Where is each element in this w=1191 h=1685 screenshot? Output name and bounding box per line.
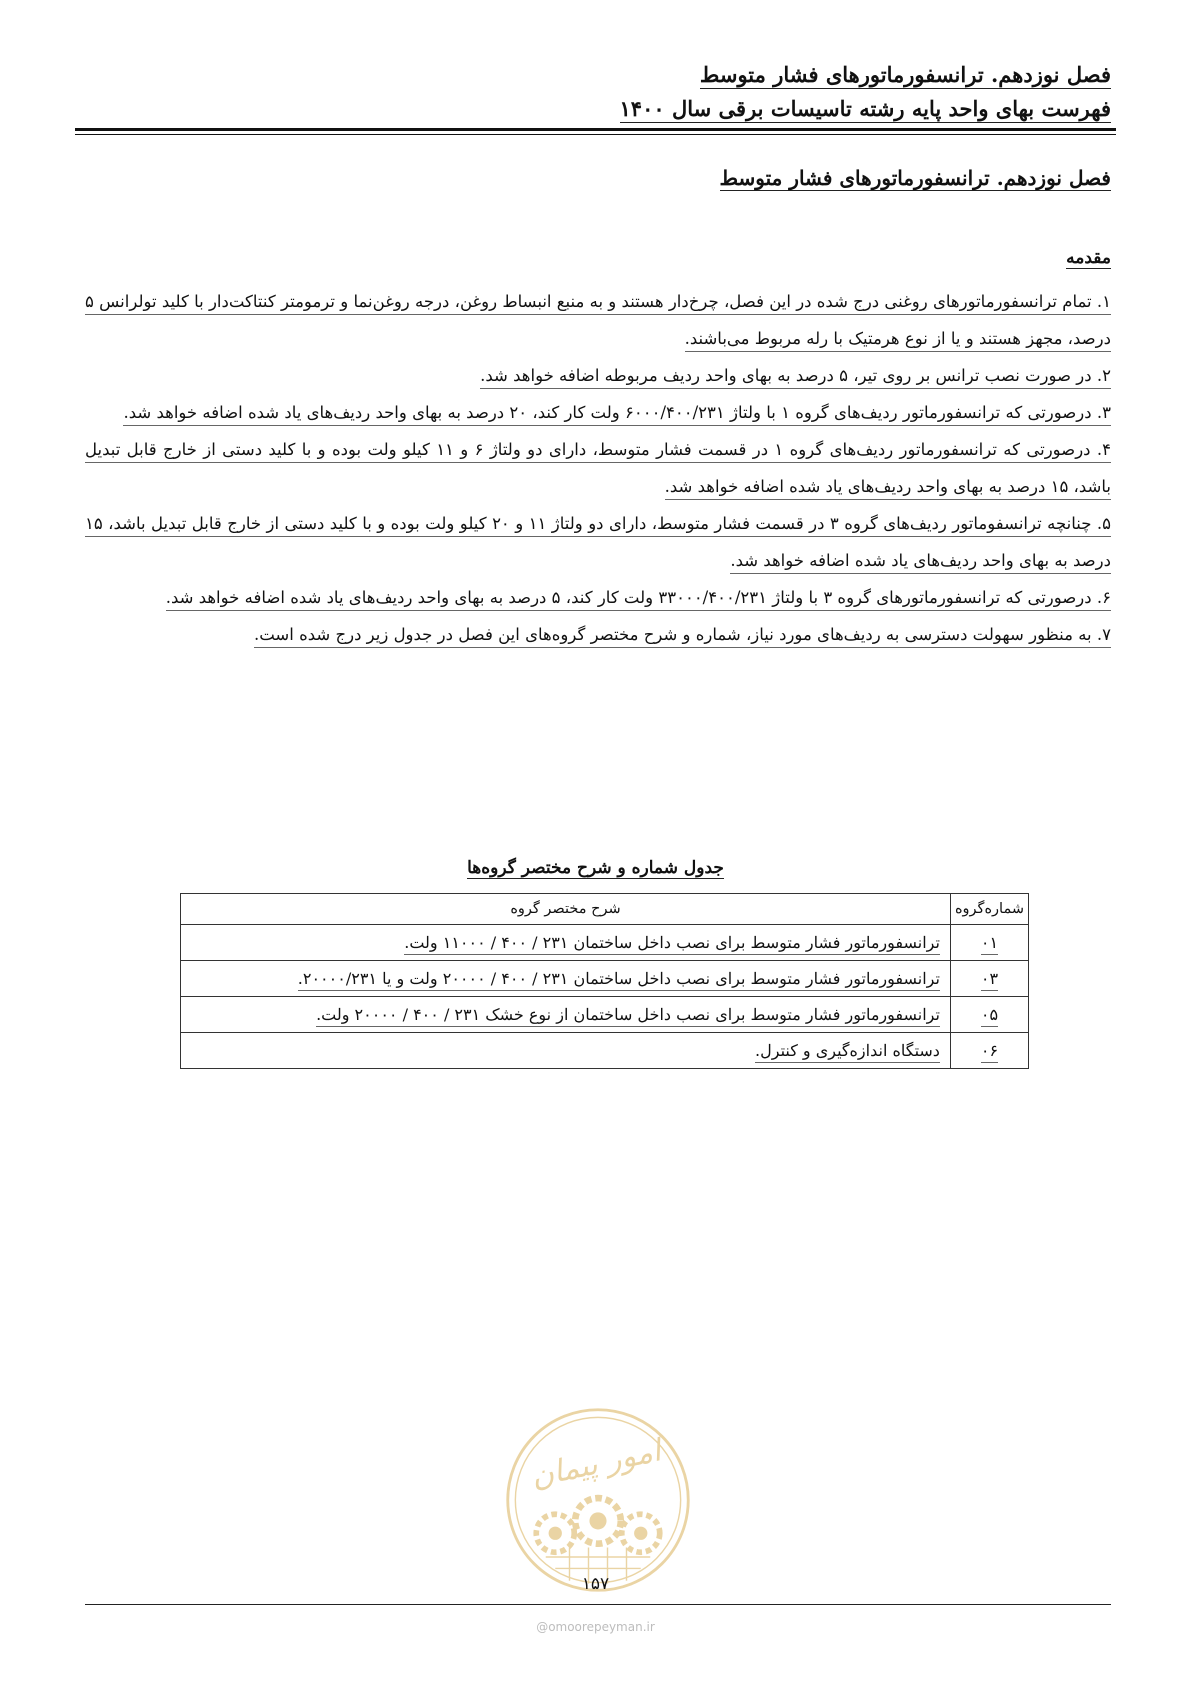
intro-paragraph-text: ۷. به منظور سهولت دسترسی به ردیف‌های مورد نیاز، شماره و شرح مختصر گروه‌های این فصل در جدول زیر درج شده است. [254,625,1111,648]
intro-heading-text: مقدمه [1066,248,1111,268]
group-description-cell [181,961,951,997]
header-rule-thick [75,128,1116,131]
header-chapter: فصل نوزدهم. ترانسفورماتورهای فشار متوسط [699,62,1111,87]
intro-paragraph-text: ۳. درصورتی که ترانسفورماتور ردیف‌های گروه ۱ با ولتاژ ۶۰۰۰/۴۰۰/۲۳۱ ولت کار کند، ۲۰ درصد به بهای واحد ردیف‌های یاد شده اضافه خواهد شد. [123,403,1111,426]
header-document-line [80,92,1111,126]
column-header-description: شرح مختصر گروه [181,894,951,925]
group-number: ۰۱ [981,933,998,955]
seal-logo-icon [503,1405,693,1595]
intro-paragraphs [85,283,1111,653]
intro-paragraph-text: ۲. در صورت نصب ترانس بر روی تیر، ۵ درصد به بهای واحد ردیف مربوطه اضافه خواهد شد. [480,366,1111,389]
seal-text: امور پیمان [528,1433,664,1495]
chapter-title [720,166,1112,190]
chapter-title-text: فصل نوزدهم. ترانسفورماتورهای فشار متوسط [719,166,1111,190]
column-header-number: شماره‌گروه [950,894,1028,925]
group-description: ترانسفورماتور فشار متوسط برای نصب داخل ساختمان ۲۳۱ / ۴۰۰ / ۱۱۰۰۰ ولت. [404,933,940,955]
group-number-cell [950,925,1028,961]
watermark-text: @omoorepeyman.ir [536,1620,655,1634]
intro-paragraph-5 [85,505,1111,579]
header-chapter-line [80,58,1111,92]
intro-paragraph-6 [85,579,1111,616]
intro-paragraph-text: ۱. تمام ترانسفورماتورهای روغنی درج شده در این فصل، چرخ‌دار هستند و به منبع انبساط روغن، درجه روغن‌نما و ترمومتر کنتاکت‌دار با کلید تولرانس ۵ درصد، مجهز هستند و یا از نوع هرمتیک با رله مربوط می‌باشند. [85,292,1111,352]
group-description-cell [181,997,951,1033]
header-document-title: فهرست بهای واحد پایه رشته تاسیسات برقی سال ۱۴۰۰ [619,96,1111,121]
intro-paragraph-text: ۴. درصورتی که ترانسفورماتور ردیف‌های گروه ۱ در قسمت فشار متوسط، دارای دو ولتاژ ۶ و ۱۱ کیلو ولت بوده و با کلید دستی از خارج قابل تبدیل باشد، ۱۵ درصد به بهای واحد ردیف‌های یاد شده اضافه خواهد شد. [85,440,1111,500]
intro-paragraph-3 [85,394,1111,431]
intro-paragraph-text: ۵. چنانچه ترانسفوماتور ردیف‌های گروه ۳ در قسمت فشار متوسط، دارای دو ولتاژ ۱۱ و ۲۰ کیلو ولت بوده و با کلید دستی از خارج قابل تبدیل باشد، ۱۵ درصد به بهای واحد ردیف‌های یاد شده اضافه خواهد شد. [85,514,1111,574]
table-row [181,997,1029,1033]
footer-rule [85,1604,1111,1605]
groups-table [180,893,1029,1069]
group-description: دستگاه اندازه‌گیری و کنترل. [755,1041,940,1063]
table-header-row [181,894,1029,925]
group-number: ۰۵ [981,1005,998,1027]
intro-heading [1066,248,1111,268]
group-description-cell [181,925,951,961]
header-rule-thin [75,134,1116,135]
intro-paragraph-2 [85,357,1111,394]
group-description: ترانسفورماتور فشار متوسط برای نصب داخل ساختمان از نوع خشک ۲۳۱ / ۴۰۰ / ۲۰۰۰۰ ولت. [316,1005,940,1027]
group-number: ۰۶ [981,1041,998,1063]
group-description: ترانسفورماتور فشار متوسط برای نصب داخل ساختمان ۲۳۱ / ۴۰۰ / ۲۰۰۰۰ ولت و یا ۲۰۰۰۰/۲۳۱. [298,969,940,991]
group-number-cell [950,961,1028,997]
group-number-cell [950,997,1028,1033]
table-caption [0,858,1191,878]
running-header [80,58,1111,126]
table-row [181,961,1029,997]
table-row [181,1033,1029,1069]
group-description-cell [181,1033,951,1069]
table-row [181,925,1029,961]
group-number: ۰۳ [981,969,998,991]
page-number: ۱۵۷ [581,1574,610,1594]
group-number-cell [950,1033,1028,1069]
intro-paragraph-1 [85,283,1111,357]
table-caption-text: جدول شماره و شرح مختصر گروه‌ها [467,858,724,878]
intro-paragraph-text: ۶. درصورتی که ترانسفورماتورهای گروه ۳ با ولتاژ ۳۳۰۰۰/۴۰۰/۲۳۱ ولت کار کند، ۵ درصد به بهای واحد ردیف‌های یاد شده اضافه خواهد شد. [166,588,1111,611]
intro-paragraph-7 [85,616,1111,653]
intro-paragraph-4 [85,431,1111,505]
